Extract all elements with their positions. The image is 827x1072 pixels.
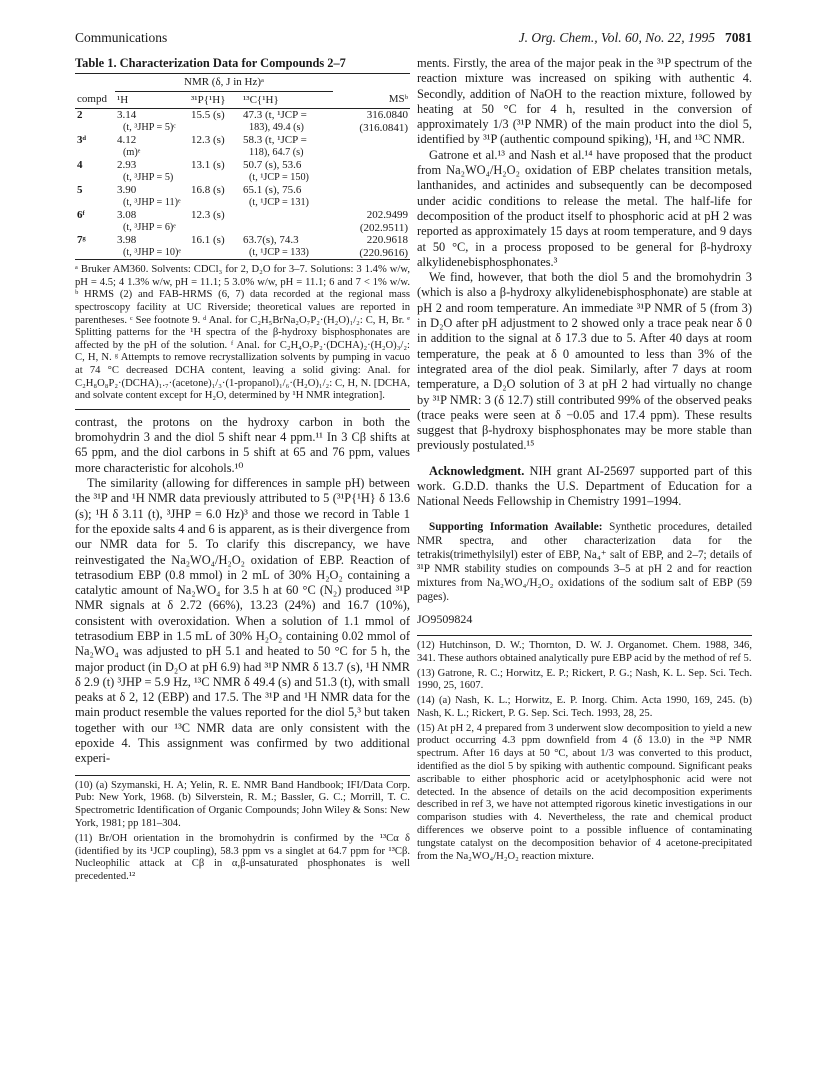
page-number: 7081: [725, 30, 752, 45]
cell-31p: 15.5 (s): [191, 109, 225, 122]
cell-compd: 4: [77, 159, 83, 172]
left-column: [75, 56, 410, 886]
cell-31p: 13.1 (s): [191, 159, 225, 172]
cell-13c: 50.7 (s), 53.6: [243, 159, 302, 172]
cell-13c: [241, 209, 333, 222]
cell-13c-cont: 118), 64.7 (s): [249, 146, 304, 158]
table-footnote-rule: [75, 409, 410, 410]
cell-ms-calc: (220.9616): [359, 246, 408, 259]
cell-ms-calc: [333, 197, 410, 210]
cell-empty: [75, 222, 115, 235]
supporting-information: [417, 520, 752, 604]
cell-empty: [189, 197, 241, 210]
col-header-ms: MSᵇ: [388, 93, 408, 106]
footnote-15: (15) At pH 2, 4 prepared from 3 underwent slow decomposition to yield a new product occurring 4.3 ppm downfield from 4 (δ 13.0) in the ³¹P NMR spectrum. After 16 days at 50 °C, about 1/3 was converted to this product, identified as the diol 5 by spiking with authentic compound. Significant peaks ascribable to either phosphoric acid or acetylphosphonic acid were not detected. In the absence of details on the acid decomposition experiments described in ref 3, we have not attempted rigorous kinetic investigations in our comparison studies with 4. Nevertheless, the rate and chemical product differences we observe point to a possible influence of contaminating tungstate catalyst on the decomposition behavior of 4 acetone-precipitated from the Na₂WO₄/H₂O₂ reaction mixture.: [417, 722, 752, 862]
running-header-right: [519, 30, 752, 46]
table-row: [75, 184, 410, 197]
left-footnote-rule: [75, 775, 410, 776]
cell-1h: 3.98: [117, 234, 137, 247]
footnote-12: (12) Hutchinson, D. W.; Thornton, D. W. J. Organomet. Chem. 1988, 346, 341. These authors obtained analytically pure EBP acid by the method of ref 5.: [417, 639, 752, 664]
cell-empty: [189, 122, 241, 135]
table-row-continuation: [75, 222, 410, 235]
footnote-10: (10) (a) Szymanski, H. A; Yelin, R. E. NMR Band Handbook; IFI/Data Corp. Pub: New York, 1968. (b) Silverstein, R. M.; Bassler, G. C.; Morrill, T. C. Spectrometric Identification of Organic Compounds; John Wiley & Sons: New York, 1981; pp 181–304.: [75, 779, 410, 830]
table-row-continuation: [75, 172, 410, 185]
cell-31p: 16.8 (s): [191, 184, 225, 197]
cell-13c-cont: (t, ¹JCP = 131): [249, 196, 309, 208]
cell-13c-cont: (t, ¹JCP = 133): [249, 246, 309, 258]
cell-1h-coupling: (t, ³JHP = 10)ᵉ: [123, 246, 182, 258]
cell-13c: 65.1 (s), 75.6: [243, 184, 302, 197]
cell-ms-calc: [333, 147, 410, 160]
cell-13c: 63.7(s), 74.3: [243, 234, 299, 247]
footnote-13: (13) Gatrone, R. C.; Horwitz, E. P.; Rickert, P. G.; Nash, K. L. Sep. Sci. Tech. 1990, 25, 1607.: [417, 667, 752, 692]
cell-13c-cont: [241, 222, 333, 235]
col-header-31p: ³¹P{¹H}: [191, 93, 226, 106]
right-footnote-rule: [417, 635, 752, 636]
table-row: [75, 159, 410, 172]
cell-compd: 6ᶠ: [77, 209, 85, 222]
cell-1h-coupling: (t, ³JHP = 11)ᵉ: [123, 196, 181, 208]
cell-1h-coupling: (t, ³JHP = 5): [123, 171, 174, 183]
cell-13c-cont: 183), 49.4 (s): [249, 121, 304, 133]
cell-ms: 202.9499: [366, 209, 408, 222]
cell-compd: 2: [77, 109, 83, 122]
cell-1h: 3.14: [117, 109, 137, 122]
cell-1h-coupling: (m)ᵉ: [123, 146, 141, 158]
cell-compd: 7ᵍ: [77, 234, 86, 247]
cell-1h: 3.08: [117, 209, 137, 222]
right-paragraph-2: Gatrone et al.¹³ and Nash et al.¹⁴ have proposed that the product from Na₂WO₄/H₂O₂ oxidation of EBP chelates transition metals, lanthanides, and actinides and subsequently can be decomposed under acidic conditions to release the metal. The half-life for decomposition of the product itself to phosphoric acid at pH 2 was reported as approximately 15 days at room temperature, and 9 days at 50 °C, in a process proposed to be general for β-hydroxy alkylidenebisphosphonates.³: [417, 147, 752, 269]
table-row: [75, 234, 410, 247]
manuscript-code: JO9509824: [417, 611, 473, 626]
cell-empty: [75, 172, 115, 185]
cell-1h: 4.12: [117, 134, 137, 147]
cell-empty: [75, 122, 115, 135]
acknowledgment-label: Acknowledgment.: [429, 463, 525, 478]
cell-1h-coupling: (t, ³JHP = 5)ᶜ: [123, 121, 176, 133]
acknowledgment-text: NIH grant AI-25697 supported part of this work. G.D.D. thanks the U.S. Department of Education for a National Needs Fellowship in Chemistry 1991–1994.: [417, 463, 752, 509]
left-paragraph-1: contrast, the protons on the hydroxy carbon in both the bromohydrin 3 and the diol 5 shift near 4 ppm.¹¹ In 3 Cβ shifts at 65 ppm, and the diol carbons in 5 shift at 65 and 76 ppm, values more characteristic for alcohols.¹⁰: [75, 414, 410, 475]
running-header-left: Communications: [75, 30, 168, 45]
cell-13c: 47.3 (t, ¹JCP =: [243, 109, 307, 122]
cell-ms: 220.9618: [366, 234, 408, 247]
table-row: [75, 209, 410, 222]
cell-31p: 12.3 (s): [191, 134, 225, 147]
cell-empty: [189, 247, 241, 260]
cell-empty: [189, 222, 241, 235]
cell-13c: 58.3 (t, ¹JCP =: [243, 134, 307, 147]
cell-31p: 12.3 (s): [191, 209, 225, 222]
cell-empty: [75, 147, 115, 160]
footnote-11: (11) Br/OH orientation in the bromohydrin is confirmed by the ¹³Cα δ (identified by its ¹JCP coupling), 58.3 ppm vs a singlet at 64.7 ppm for ¹³Cβ. Nucleophilic attack at Cβ in α,β-unsaturated phosphonates is well precedented.¹²: [75, 832, 410, 883]
table-row: [75, 109, 410, 122]
cell-ms: [333, 159, 410, 172]
cell-1h-coupling: (t, ³JHP = 6)ᵉ: [123, 221, 176, 233]
supporting-text: Synthetic procedures, detailed NMR spectra, and other characterization data for the tetrakis(trimethylsilyl) ester of EBP, Na₄⁺ salt of EBP, and 2–7; details of ³¹P NMR stability studies on compounds 3–5 at pH 2 and for reaction mixtures from Na₂WO₄/H₂O₂ oxidations of the sodium salt of EBP (59 pages).: [417, 520, 752, 603]
cell-1h: 2.93: [117, 159, 137, 172]
cell-ms: [333, 184, 410, 197]
cell-empty: [75, 197, 115, 210]
table-row-continuation: [75, 197, 410, 210]
supporting-label: Supporting Information Available:: [429, 520, 603, 533]
cell-ms-calc: (316.0841): [359, 121, 408, 134]
col-header-13c: ¹³C{¹H}: [243, 93, 279, 106]
table-row-continuation: [75, 247, 410, 260]
cell-ms: 316.0840: [366, 109, 408, 122]
cell-ms-calc: [333, 172, 410, 185]
cell-compd: 3ᵈ: [77, 134, 87, 147]
table-footnote: ᵃ Bruker AM360. Solvents: CDCl₃ for 2, D₂O for 3–7. Solutions: 3 1.4% w/w, pH = 4.5; 4 1.3% w/w, pH = 11.1; 5 3.0% w/w, pH = 11.1; 6 and 7 < 1% w/w. ᵇ HRMS (2) and FAB-HRMS (6, 7) data recorded at the regional mass spectroscopy facility at UC Riverside; theoretical values are reported in parentheses. ᶜ See footnote 9. ᵈ Anal. for C₂H₅BrNa₂O₇P₂·(H₂O)₁/₂: C, H, Br. ᵉ Splitting patterns for the ¹H spectra of the β-hydroxy bisphosphonates are affected by the pH of the solution. ᶠ Anal. for C₂H₄O₇P₂·(DCHA)₂·(H₂O)₃/₂: C, H, N. ᵍ Attempts to remove recrystallization solvents by pumping in vacuo at 74 °C decreased DCHA content, leaving a solid giving: Anal. for C₂H₈O₈P₂·(DCHA)₁.₇·(acetone)₁/₃·(1-propanol)₁/₆·(H₂O)₁/₂: C, H, N. [DCHA, and solvate content except for H₂O, determined by ¹H NMR integration].: [75, 264, 410, 402]
cell-compd: 5: [77, 184, 83, 197]
cell-1h: 3.90: [117, 184, 137, 197]
right-paragraph-1: ments. Firstly, the area of the major peak in the ³¹P spectrum of the reaction mixture was increased on spiking with authentic 4. Secondly, addition of NaOH to the reaction mixture, followed by heating at 50 °C for 4 h, resulted in the conversion of approximately 1/3 (³¹P NMR) of the main product into the diol 5, identified by ³¹P (authentic compound spiking), ¹H, and ¹³C NMR.: [417, 56, 752, 147]
left-paragraph-2: The similarity (allowing for differences in sample pH) between the ³¹P and ¹H NMR data previously attributed to 5 (³¹P{¹H} δ 13.6 (s); ¹H δ 3.11 (t), ³JHP = 6.0 Hz)³ and those we record in Table 1 for the epoxide salts 4 and 6 is apparent, as is their divergence from our NMR data for 5. To clarify this discrepancy, we have reinvestigated the Na₂WO₄/H₂O₂ oxidation of EBP. Reaction of tetrasodium EBP (0.8 mmol) in 2 mL of 30% H₂O₂ containing a catalytic amount of Na₂WO₄ for 3.5 h at 60 °C (N₂) produced ³¹P NMR signals at δ 2.72 (66%), 13.23 (24%) and 16.7 (10%), consistent with overoxidation. When a solution of 1.1 mmol of tetrasodium EBP in 1.5 mL of 30% H₂O₂ containing 0.02 mmol of Na₂WO₄ was adjusted to pH 5.1 and heated to 50 °C for 5 h, the major product (in D₂O at pH 6.9) had ³¹P NMR δ 13.7 (s), ¹H NMR δ 2.9 (t) ³JHP = 5.9 Hz, ¹³C NMR δ 49.4 (s) and 51.3 (t), with small peaks at δ 2, 12 (EBP) and 17.5. The ³¹P and ¹H NMR data for the main product resemble the values reported for the diol 5,³ but taken together with our ¹³C NMR data are only consistent with the epoxide 4. This assignment was confirmed by two additional experi-: [75, 476, 410, 766]
nmr-group-header: NMR (δ, J in Hz)ᵃ: [115, 74, 333, 91]
characterization-table: [75, 73, 410, 260]
right-column: [417, 56, 752, 865]
cell-empty: [189, 147, 241, 160]
cell-empty: [75, 247, 115, 260]
table-row: [75, 134, 410, 147]
col-header-1h: ¹H: [117, 93, 129, 106]
footnote-14: (14) (a) Nash, K. L.; Horwitz, E. P. Inorg. Chim. Acta 1990, 169, 245. (b) Nash, K. L.; Rickert, P. G. Sep. Sci. Tech. 1993, 28, 25.: [417, 695, 752, 719]
cell-ms: [333, 134, 410, 147]
table-title: Table 1. Characterization Data for Compounds 2–7: [75, 56, 346, 70]
cell-31p: 16.1 (s): [191, 234, 225, 247]
journal-citation: J. Org. Chem., Vol. 60, No. 22, 1995: [518, 30, 715, 45]
table-row-continuation: [75, 122, 410, 135]
cell-ms-calc: (202.9511): [359, 221, 408, 234]
acknowledgment: [417, 464, 752, 510]
cell-empty: [189, 172, 241, 185]
col-header-compd: compd: [77, 93, 107, 106]
table-row-continuation: [75, 147, 410, 160]
right-paragraph-3: We find, however, that both the diol 5 and the bromohydrin 3 (which is also a β-hydroxy alkylidenebisphosphonate) are stable at pH 2 and room temperature. An immediate ³¹P NMR of 5 (from 3) in D₂O after pH adjustment to 2 showed only a trace peak near δ 0 in addition to the signal at δ 17.3 due to 5. After 40 days at room temperature, the peak at δ 0 amounted to less than 3% of the integrated area of the diol peak. Similarly, after 7 days at room temperature, a D₂O solution of 3 at pH 2 had virtually no change by ³¹P NMR: 3 (δ 12.7) still contributed 99% of the observed peaks (trace peaks were seen at δ −0.05 and 17.4 ppm). These results suggest that β-hydroxy bisphosphonates may be more stable than previously postulated.¹⁵: [417, 270, 752, 453]
cell-13c-cont: (t, ¹JCP = 150): [249, 171, 309, 183]
